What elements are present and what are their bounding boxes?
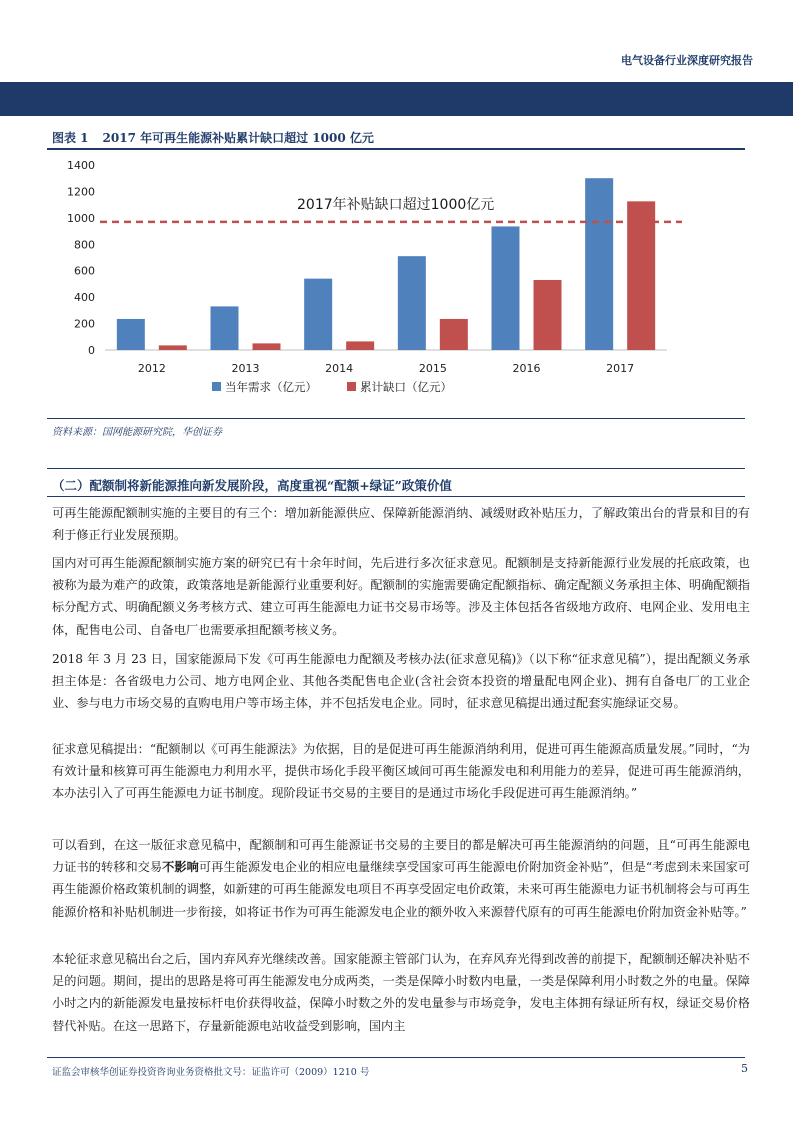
bar-demand-2014 bbox=[304, 279, 332, 350]
paragraph-quote: 征求意见稿提出：“配额制以《可再生能源法》为依据，目的是促进可再生能源消纳利用，促进可再生能源高质量发展。”同时，“为有效计量和核算可再生能源电力利用水平，提供市场化手段平衡区域间可再生能源发电和利用能力的差异，促进可再生能源消纳，本办法引入了可再生能源电力证书制度。现阶段证书交易的主要目的是通过市场化手段促进可再生能源消纳。” bbox=[52, 742, 750, 801]
section-bottom-rule bbox=[47, 496, 745, 497]
figure-source: 资料来源：国网能源研究院，华创证券 bbox=[52, 427, 222, 438]
paragraph-purpose: 可再生能源配额制实施的主要目的有三个：增加新能源供应、保障新能源消纳、减缓财政补贴压力，了解政策出台的背景和目的有利于修正行业发展预期。 bbox=[52, 506, 750, 543]
x-tick-label: 2014 bbox=[325, 362, 354, 375]
header-band bbox=[0, 82, 793, 116]
bar-gap-2012 bbox=[159, 345, 187, 350]
x-tick-label: 2012 bbox=[137, 362, 166, 375]
figure-caption: 2017 年可再生能源补贴累计缺口超过 1000 亿元 bbox=[102, 131, 374, 145]
bar-chart bbox=[47, 150, 745, 416]
y-tick-label: 400 bbox=[74, 291, 95, 305]
bar-demand-2012 bbox=[117, 319, 145, 350]
legend-swatch-demand bbox=[212, 382, 221, 391]
y-tick-label: 1200 bbox=[67, 185, 95, 199]
y-tick-label: 600 bbox=[74, 264, 95, 278]
paragraph-draft: 2018 年 3 月 23 日，国家能源局下发《可再生能源电力配额及考核办法(征求意见稿)》（以下称“征求意见稿”），提出配额义务承担主体是：各省级电力公司、地方电网企业、其他各类配售电企业(含社会资本投资的增量配电网企业)、拥有自备电厂的工业企业、参与电力市场交易的直购电用户等市场主体，并不包括发电企业。同时，征求意见稿提出通过配套实施绿证交易。 bbox=[52, 652, 750, 711]
analysis-text-1: 可以看到，在这一版征求意见稿中，配额制和可再生能源证书交易的主要目的都是解决可再生能源消纳的问题，且“可再生能源电力证书的转移和交易 bbox=[52, 838, 750, 875]
y-tick-label: 1000 bbox=[67, 211, 95, 225]
bar-gap-2015 bbox=[440, 319, 468, 350]
y-tick-label: 200 bbox=[74, 317, 95, 331]
bar-demand-2013 bbox=[211, 306, 239, 350]
x-tick-label: 2016 bbox=[512, 362, 541, 375]
figure-label: 图表 1 bbox=[52, 131, 89, 145]
bar-gap-2014 bbox=[346, 341, 374, 350]
bar-demand-2016 bbox=[492, 226, 520, 350]
legend-swatch-gap bbox=[347, 382, 356, 391]
section-top-rule bbox=[47, 468, 745, 469]
x-tick-label: 2015 bbox=[418, 362, 447, 375]
y-tick-label: 0 bbox=[88, 344, 95, 357]
report-title: 电气设备行业深度研究报告 bbox=[621, 54, 753, 67]
x-tick-label: 2013 bbox=[231, 362, 260, 375]
bar-demand-2017 bbox=[585, 178, 613, 350]
paragraph-history: 国内对可再生能源配额制实施方案的研究已有十余年时间，先后进行多次征求意见。配额制是支持新能源行业发展的托底政策，也被称为最为难产的政策，政策落地是新能源行业重要利好。配额制的实施需要确定配额指标、确定配额义务承担主体、明确配额指标分配方式、明确配额义务考核方式、建立可再生能源电力证书交易市场等。涉及主体包括各省级地方政府、电网企业、发用电主体，配售电公司、自备电厂也需要承担配额考核义务。 bbox=[52, 556, 750, 637]
page-number: 5 bbox=[741, 1062, 748, 1075]
footer-rule bbox=[47, 1057, 745, 1058]
bar-demand-2015 bbox=[398, 256, 426, 350]
bar-gap-2013 bbox=[253, 343, 281, 350]
bar-gap-2017 bbox=[627, 201, 655, 350]
figure-title bbox=[52, 129, 388, 146]
legend-label-gap: 累计缺口（亿元） bbox=[360, 380, 452, 394]
bar-gap-2016 bbox=[534, 280, 562, 350]
paragraph-analysis bbox=[52, 834, 750, 923]
y-tick-label: 800 bbox=[74, 238, 95, 252]
analysis-emphasis: 不影响 bbox=[162, 860, 199, 875]
analysis-text-2: 可再生能源发电企业的相应电量继续享受国家可再生能源电价附加资金补贴”，但是“考虑到未来国家可再生能源价格政策机制的调整，如新建的可再生能源发电项目不再享受固定电价政策，未来可再生能源电力证书机制将会与可再生能源价格和补贴机制进一步衔接，如将证书作为可再生能源发电企业的额外收入来源替代原有的可再生能源电价附加资金补贴等。” bbox=[52, 860, 751, 919]
legend-label-demand: 当年需求（亿元） bbox=[225, 380, 317, 394]
paragraph-outlook: 本轮征求意见稿出台之后，国内弃风弃光继续改善。国家能源主管部门认为，在弃风弃光得到改善的前提下，配额制还解决补贴不足的问题。期间，提出的思路是将可再生能源发电分成两类，一类是保障小时数内电量，一类是保障利用小时数之外的电量。保障小时之内的新能源发电量按标杆电价获得收益，保障小时数之外的发电量参与市场竞争，发电主体拥有绿证所有权，绿证交易价格替代补贴。在这一思路下，存量新能源电站收益受到影响，国内主 bbox=[52, 952, 750, 1033]
x-tick-label: 2017 bbox=[606, 362, 635, 375]
chart-annotation: 2017年补贴缺口超过1000亿元 bbox=[297, 196, 495, 213]
footer-license: 证监会审核华创证券投资咨询业务资格批文号：证监许可（2009）1210 号 bbox=[52, 1067, 370, 1078]
figure-bottom-rule bbox=[47, 418, 745, 419]
y-tick-label: 1400 bbox=[67, 159, 95, 172]
section-title: （二）配额制将新能源推向新发展阶段，高度重视“配额+绿证”政策价值 bbox=[52, 478, 452, 493]
